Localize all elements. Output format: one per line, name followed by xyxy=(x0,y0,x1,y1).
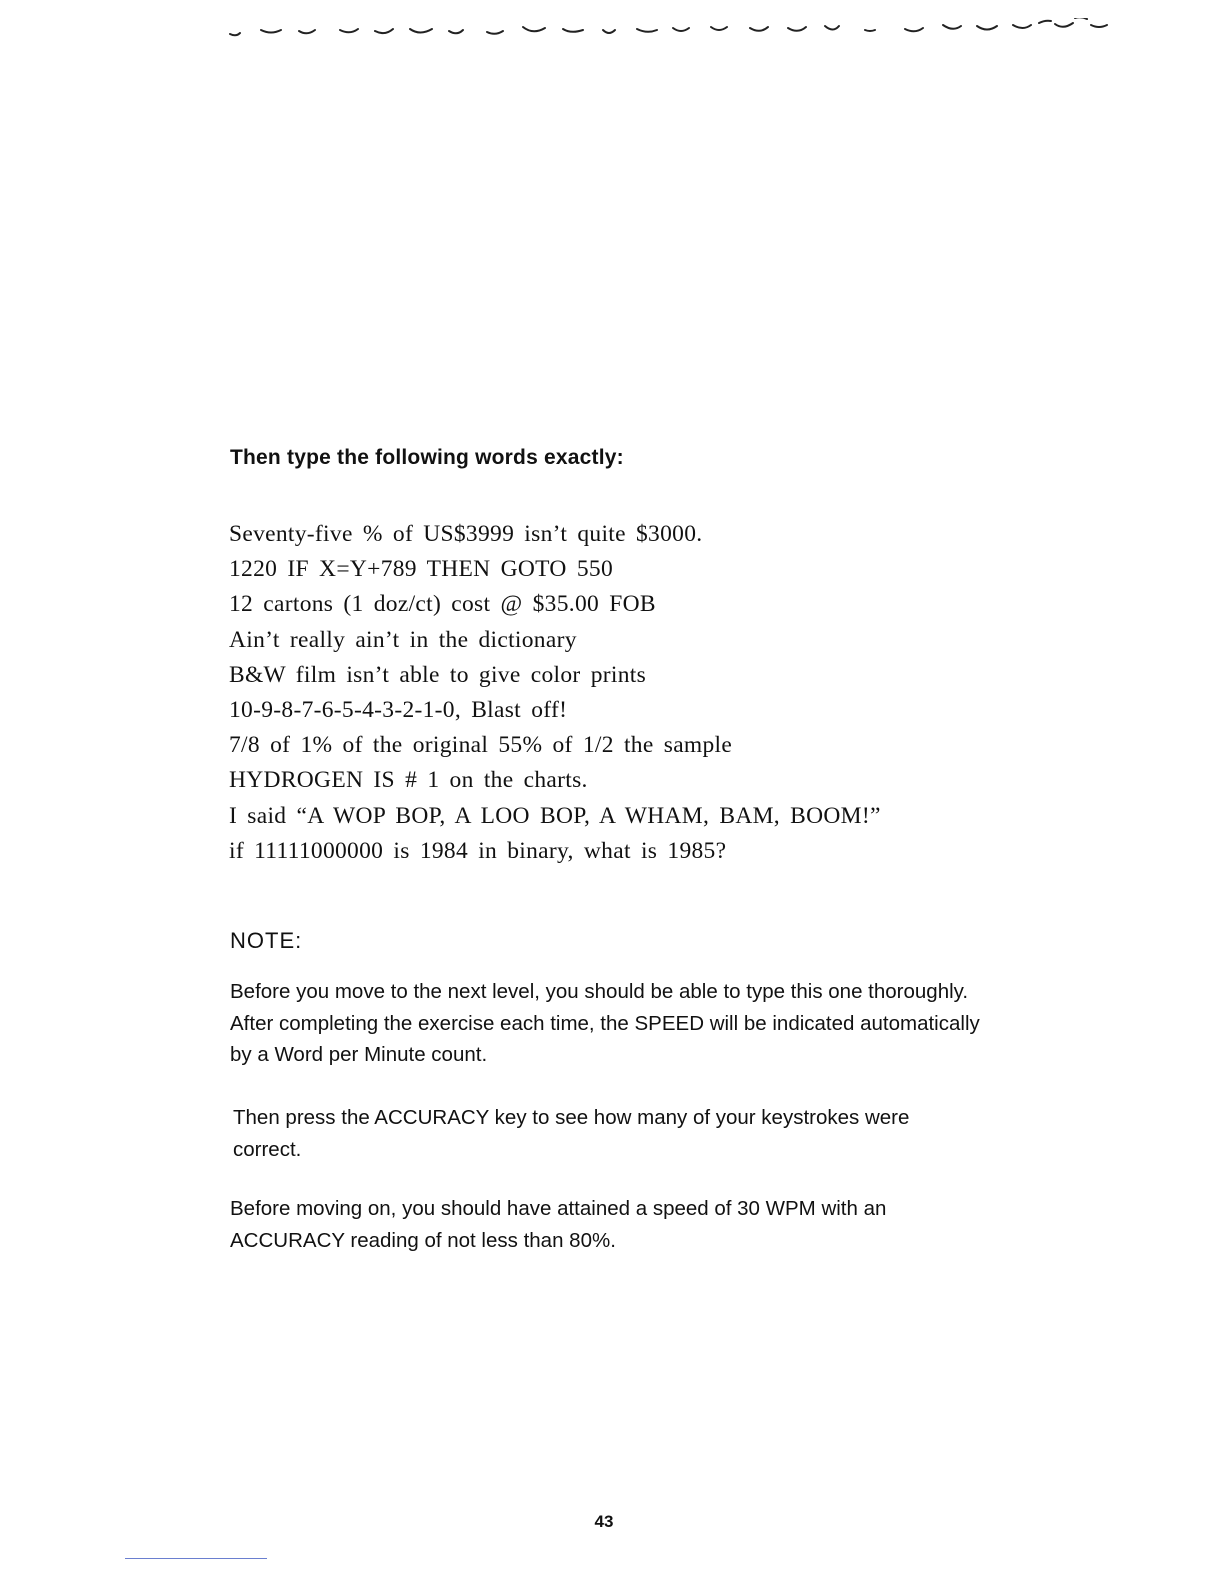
note-paragraph-accuracy: Then press the ACCURACY key to see how many of your keystrokes were correct. xyxy=(233,1106,910,1161)
note-paragraph-speed: Before you move to the next level, you should be able to type this one thoroughly. After completing the exercise each time, the SPEED will be indicated automatically by a Word per Minute count. xyxy=(230,980,980,1066)
exercise-line: if 11111000000 is 1984 in binary, what is 1985? xyxy=(229,837,727,864)
note-heading: NOTE: xyxy=(230,928,303,953)
exercise-instruction: Then type the following words exactly: xyxy=(230,446,624,469)
typing-exercise-list xyxy=(229,517,881,869)
exercise-line: Ain’t really ain’t in the dictionary xyxy=(229,626,577,653)
exercise-line: 10-9-8-7-6-5-4-3-2-1-0, Blast off! xyxy=(229,696,568,723)
exercise-line: B&W film isn’t able to give color prints xyxy=(229,661,647,688)
exercise-line: Seventy-five % of US$3999 isn’t quite $3000. xyxy=(229,521,703,547)
page-number: 43 xyxy=(594,1512,614,1531)
footer-rule xyxy=(125,1558,267,1559)
exercise-line: I said “A WOP BOP, A LOO BOP, A WHAM, BAM, BOOM!” xyxy=(229,802,881,829)
binding-holes-decoration xyxy=(225,18,1115,48)
note-paragraph-requirement: Before moving on, you should have attained a speed of 30 WPM with an ACCURACY reading of not less than 80%. xyxy=(230,1197,887,1252)
exercise-line: 7/8 of 1% of the original 55% of 1/2 the sample xyxy=(229,732,733,759)
exercise-line: HYDROGEN IS # 1 on the charts. xyxy=(229,767,588,794)
exercise-line: 12 cartons (1 doz/ct) cost @ $35.00 FOB xyxy=(229,591,656,618)
exercise-line: 1220 IF X=Y+789 THEN GOTO 550 xyxy=(229,556,613,583)
